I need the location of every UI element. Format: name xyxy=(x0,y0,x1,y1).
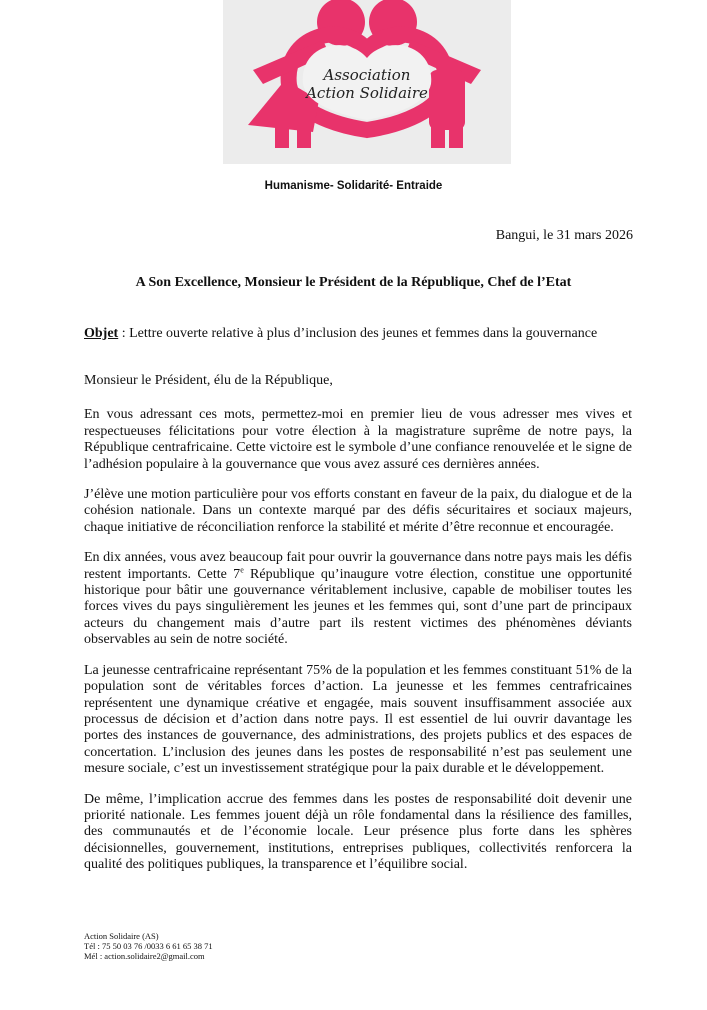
footer-org: Action Solidaire (AS) xyxy=(84,931,159,941)
salutation: Monsieur le Président, élu de la République, xyxy=(84,373,333,388)
paragraph-1: En vous adressant ces mots, permettez-moi en premier lieu de vous adresser mes vives et respectueuses félicitations pour votre élection à la magistrature suprême de notre pays, la République centrafricaine. Cette victoire est le symbole d’une confiance renouvelée et le signe de l’adhésion populaire à la gouvernance que vous avez assuré ces dernières années. xyxy=(84,407,632,472)
motto: Humanisme- Solidarité- Entraide xyxy=(264,180,443,192)
footer-phone: Tél : 75 50 03 76 /0033 6 61 65 38 71 xyxy=(84,941,213,951)
paragraph-3 xyxy=(84,550,632,648)
letter-body xyxy=(84,373,632,888)
footer-email: Mél : action.solidaire2@gmail.com xyxy=(84,951,205,961)
paragraph-4: La jeunesse centrafricaine représentant 75% de la population et les femmes constituant 51% de la population sont de véritables forces d’action. La jeunesse et les femmes centrafricaines représentent une dynamique créative et engagée, mais souvent insuffisamment associée aux processus de décision et d’action dans notre pays. Il est essentiel de lui ouvrir davantage les portes des instances de gouvernance, des administrations, des projets publics et des espaces de concertation. L’inclusion des jeunes dans les postes de responsabilité n’est pas seulement une mesure sociale, c’est un investissement stratégique pour la paix durable et le développement. xyxy=(84,662,632,777)
recipient-heading: A Son Excellence, Monsieur le Président de la République, Chef de l’Etat xyxy=(135,275,572,290)
paragraph-3-part-2: République qu’inaugure votre élection, constitue une opportunité historique pour bâtir une gouvernance véritablement inclusive, capable de mobiliser toutes les forces vives du pays singulièrement les jeunes et les femmes qui, sont d’une part de principaux acteurs du changement mais d’autre part ils restent victimes des phénomènes déviants observables au sein de notre société. xyxy=(84,566,632,648)
paragraph-2: J’élève une motion particulière pour vos efforts constant en faveur de la paix, du dialogue et de la cohésion nationale. Dans un contexte marqué par des défis sécuritaires et sociaux majeurs, chaque initiative de réconciliation renforce la stabilité et mérite d’être reconnue et encouragée. xyxy=(84,487,632,535)
paragraph-5: De même, l’implication accrue des femmes dans les postes de responsabilité doit devenir une priorité nationale. Les femmes jouent déjà un rôle fondamental dans la résilience des familles, des communautés et de l’économie locale. Leur présence plus forte dans les sphères décisionnelles, gouvernement, institutions, entreprises publiques, collectivités renforcera la qualité des politiques publiques, la transparence et l’équilibre social. xyxy=(84,791,632,873)
paragraph-3-part-1: En dix années, vous avez beaucoup fait pour ouvrir la gouvernance dans notre pays mais les défis restent importants. Cette 7 xyxy=(84,550,632,582)
date-line: Bangui, le 31 mars 2026 xyxy=(495,228,633,243)
logo-text-line2: Action Solidaire xyxy=(306,84,428,102)
subject-text: : Lettre ouverte relative à plus d’inclusion des jeunes et femmes dans la gouvernance xyxy=(118,326,598,341)
logo-text-line1: Association xyxy=(323,66,411,84)
ordinal-superscript: e xyxy=(240,565,244,574)
logo-heart-figures-icon xyxy=(223,0,511,164)
association-logo xyxy=(223,0,511,164)
footer-contact xyxy=(84,931,213,961)
subject-label: Objet xyxy=(84,326,119,341)
subject-line xyxy=(84,326,597,342)
